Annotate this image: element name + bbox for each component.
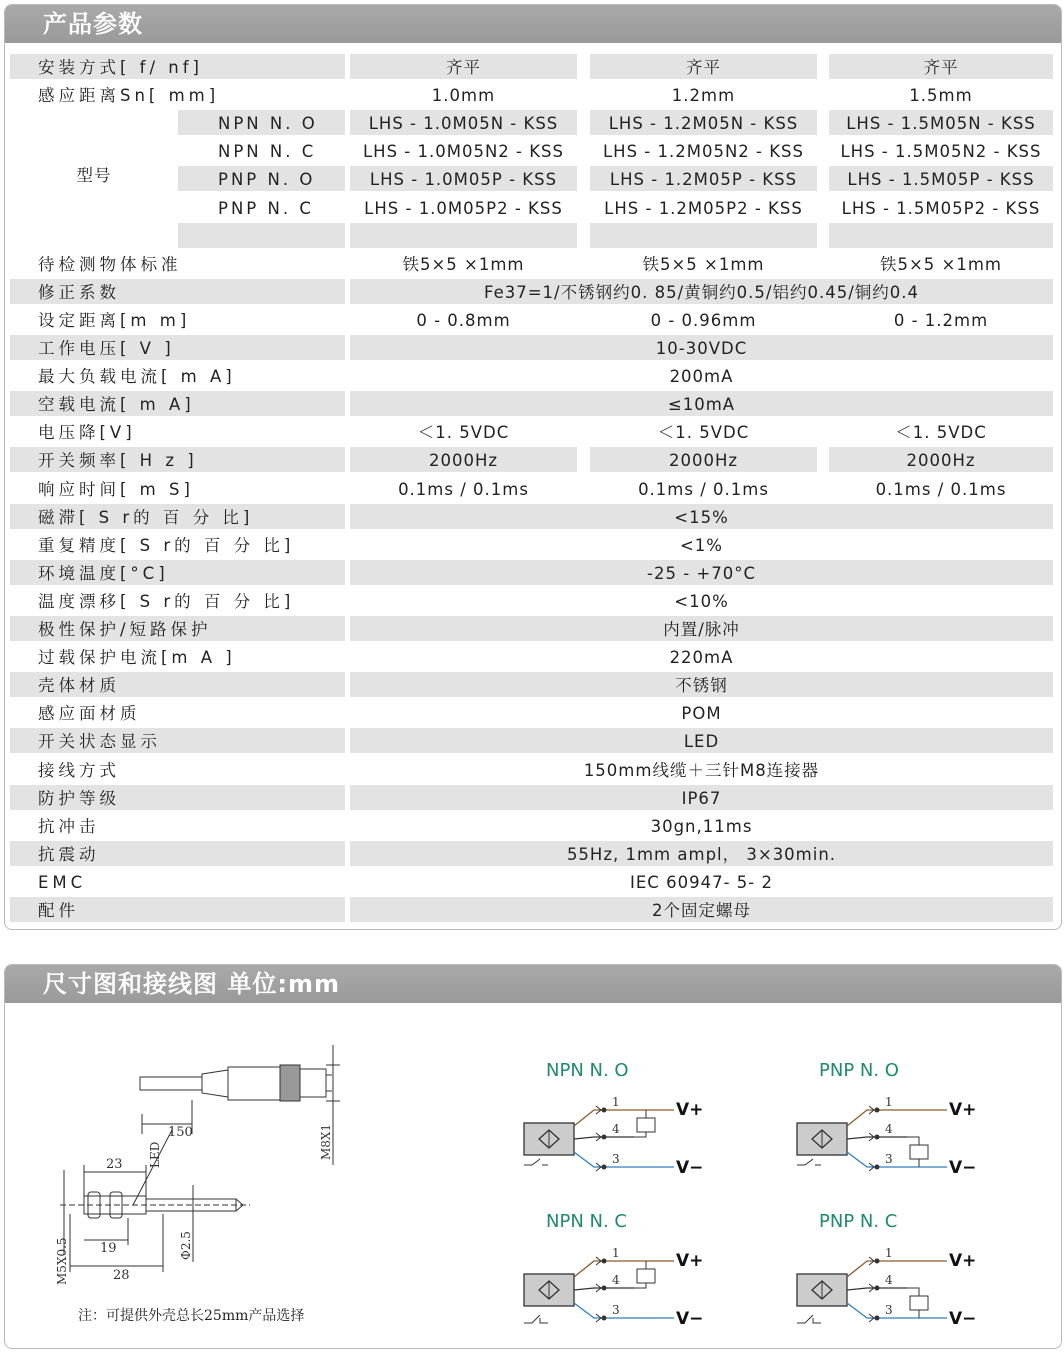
wire-3 bbox=[574, 1152, 674, 1167]
param-label: 最大负载电流[ m A] bbox=[38, 367, 236, 387]
pin-1-label: 1 bbox=[885, 1246, 893, 1260]
param-label: 温度漂移[ S r的 百 分 比] bbox=[38, 591, 295, 611]
pnp-nc-title: PNP N. C bbox=[819, 1211, 898, 1232]
dim-19: 19 bbox=[100, 1241, 117, 1256]
param-value: 2000Hz bbox=[829, 447, 1053, 472]
v-plus-label: V+ bbox=[676, 1251, 704, 1271]
v-plus-label: V+ bbox=[676, 1100, 704, 1120]
load-icon bbox=[910, 1296, 928, 1310]
param-value: -25 - +70°C bbox=[350, 560, 1053, 585]
param-value: 150mm线缆＋三针M8连接器 bbox=[583, 760, 820, 780]
param-value: 内置/脉冲 bbox=[350, 616, 1053, 641]
param-label: 感应面材质 bbox=[38, 704, 141, 724]
param-label: 磁滞[ S r的 百 分 比] bbox=[10, 504, 345, 529]
pin-3-label: 3 bbox=[612, 1303, 620, 1317]
param-label: 抗冲击 bbox=[38, 816, 100, 836]
pin-3-label: 3 bbox=[885, 1152, 893, 1166]
param-value: IP67 bbox=[350, 785, 1053, 810]
param-value: ≤10mA bbox=[350, 391, 1053, 416]
dim-phi: Φ2.5 bbox=[179, 1231, 193, 1260]
pin-4-label: 4 bbox=[612, 1273, 620, 1287]
section-title: 尺寸图和接线图 单位:mm bbox=[43, 970, 340, 998]
wire-3 bbox=[574, 1303, 674, 1318]
param-value: POM bbox=[681, 704, 722, 724]
pin-dot bbox=[875, 1316, 880, 1321]
pnp-no-title: PNP N. O bbox=[819, 1060, 899, 1081]
param-value: <15% bbox=[350, 504, 1053, 529]
param-value: 200mA bbox=[669, 367, 734, 387]
param-label: 工作电压[ V ] bbox=[10, 335, 345, 360]
v-minus-label: V− bbox=[949, 1309, 977, 1329]
param-label: 设定距离[m m] bbox=[38, 310, 191, 330]
param-label: 过载保护电流[m A ] bbox=[38, 648, 236, 668]
model-type-label: PNP N. C bbox=[218, 198, 314, 218]
dim-23: 23 bbox=[106, 1157, 123, 1172]
param-label: EMC bbox=[38, 872, 87, 892]
v-plus-label: V+ bbox=[949, 1100, 977, 1120]
param-label: 安装方式[ f/ nf] bbox=[10, 54, 345, 79]
wire-1 bbox=[574, 1110, 674, 1126]
nc-switch-icon bbox=[524, 1315, 548, 1323]
pin-4-label: 4 bbox=[885, 1122, 893, 1136]
model-value: LHS - 1.2M05P - KSS bbox=[590, 166, 817, 191]
param-value: Fe37=1/不锈钢约0. 85/黄铜约0.5/铝约0.45/铜约0.4 bbox=[350, 279, 1053, 304]
load-icon bbox=[637, 1118, 655, 1132]
npn-no-title: NPN N. O bbox=[546, 1060, 629, 1081]
param-label: 重复精度[ S r的 百 分 比] bbox=[38, 535, 295, 555]
v-minus-label: V− bbox=[949, 1158, 977, 1178]
model-value: LHS - 1.0M05P2 - KSS bbox=[364, 198, 563, 218]
param-value: 1.5mm bbox=[909, 86, 973, 106]
param-value: 30gn,11ms bbox=[650, 816, 753, 836]
param-label: 感应距离Sn[ mm] bbox=[38, 86, 220, 106]
pin-dot bbox=[875, 1108, 880, 1113]
param-value: 2个固定螺母 bbox=[350, 897, 1053, 922]
no-switch-icon bbox=[797, 1159, 821, 1165]
v-minus-label: V− bbox=[676, 1158, 704, 1178]
param-label: 接线方式 bbox=[38, 760, 120, 780]
wire-1 bbox=[847, 1261, 947, 1277]
model-value: LHS - 1.5M05N - KSS bbox=[829, 110, 1053, 135]
param-value: 齐平 bbox=[350, 54, 577, 79]
model-value: LHS - 1.5M05P - KSS bbox=[829, 166, 1053, 191]
pin-dot bbox=[602, 1316, 607, 1321]
dim-28: 28 bbox=[113, 1268, 130, 1283]
param-value: 0.1ms / 0.1ms bbox=[398, 479, 529, 499]
model-label: 型号 bbox=[10, 111, 178, 249]
param-label: 抗震动 bbox=[10, 841, 345, 866]
param-value: 铁5×5 ×1mm bbox=[402, 254, 525, 274]
param-label: 开关状态显示 bbox=[10, 728, 345, 753]
pin-dot bbox=[875, 1286, 880, 1291]
v-plus-label: V+ bbox=[949, 1251, 977, 1271]
param-value: 铁5×5 ×1mm bbox=[879, 254, 1003, 274]
pin-dot bbox=[602, 1165, 607, 1170]
param-label: 电压降[V] bbox=[38, 423, 136, 443]
npn-nc-title: NPN N. C bbox=[546, 1211, 627, 1232]
dim-m5: M5X0.5 bbox=[55, 1237, 69, 1285]
dimension-note: 注：可提供外壳总长25mm产品选择 bbox=[78, 1308, 305, 1324]
param-value: ＜1. 5VDC bbox=[417, 423, 510, 443]
param-value: ＜1. 5VDC bbox=[895, 423, 987, 443]
load-icon bbox=[637, 1269, 655, 1283]
param-value: 齐平 bbox=[829, 54, 1053, 79]
pin-dot bbox=[875, 1135, 880, 1140]
dim-led: LED bbox=[148, 1141, 162, 1168]
model-value: LHS - 1.0M05P - KSS bbox=[350, 166, 577, 191]
dim-m8: M8X1 bbox=[319, 1123, 333, 1160]
model-type-label: NPN N. O bbox=[178, 110, 345, 135]
param-value: 1.0mm bbox=[431, 86, 496, 106]
param-label: 配件 bbox=[10, 897, 345, 922]
v-minus-label: V− bbox=[676, 1309, 704, 1329]
wire-1 bbox=[847, 1110, 947, 1126]
no-switch-icon bbox=[524, 1159, 548, 1165]
pin-dot bbox=[602, 1135, 607, 1140]
model-type-label: NPN N. C bbox=[218, 142, 317, 162]
model-value: LHS - 1.0M05N2 - KSS bbox=[362, 142, 565, 162]
param-label: 防护等级 bbox=[10, 785, 345, 810]
nc-switch-icon bbox=[797, 1315, 821, 1323]
param-value: 不锈钢 bbox=[350, 672, 1053, 697]
param-value: 0 - 0.8mm bbox=[416, 310, 511, 330]
model-type-label: PNP N. O bbox=[178, 166, 345, 191]
pin-dot bbox=[602, 1259, 607, 1264]
pin-1-label: 1 bbox=[612, 1095, 620, 1109]
pin-3-label: 3 bbox=[885, 1303, 893, 1317]
param-label: 修正系数 bbox=[10, 279, 345, 304]
param-value: LED bbox=[350, 728, 1053, 753]
pin-dot bbox=[602, 1108, 607, 1113]
pin-dot bbox=[602, 1286, 607, 1291]
pin-4-label: 4 bbox=[885, 1273, 893, 1287]
model-value: LHS - 1.2M05N - KSS bbox=[590, 110, 817, 135]
param-value: 0.1ms / 0.1ms bbox=[875, 479, 1007, 499]
param-value: 齐平 bbox=[590, 54, 817, 79]
model-value: LHS - 1.2M05N2 - KSS bbox=[602, 142, 805, 162]
param-value: 1.2mm bbox=[671, 86, 736, 106]
param-value: ＜1. 5VDC bbox=[657, 423, 750, 443]
model-value: LHS - 1.0M05N - KSS bbox=[350, 110, 577, 135]
param-label: 空载电流[ m A] bbox=[10, 391, 345, 416]
model-value: LHS - 1.5M05N2 - KSS bbox=[840, 142, 1042, 162]
param-value: 2000Hz bbox=[590, 447, 817, 472]
param-value: IEC 60947- 5- 2 bbox=[630, 872, 773, 892]
pin-3-label: 3 bbox=[612, 1152, 620, 1166]
param-label: 环境温度[°C] bbox=[10, 560, 345, 585]
param-value: 铁5×5 ×1mm bbox=[642, 254, 765, 274]
param-value: 55Hz, 1mm ampl， 3×30min. bbox=[350, 841, 1053, 866]
param-label: 壳体材质 bbox=[10, 672, 345, 697]
dim-150: 150 bbox=[168, 1125, 193, 1140]
param-value: <10% bbox=[674, 591, 729, 611]
param-label: 开关频率[ H z ] bbox=[10, 447, 345, 472]
param-value: 220mA bbox=[669, 648, 734, 668]
param-value: 0 - 1.2mm bbox=[893, 310, 989, 330]
param-value: 0.1ms / 0.1ms bbox=[638, 479, 769, 499]
model-value: LHS - 1.2M05P2 - KSS bbox=[604, 198, 803, 218]
pin-dot bbox=[875, 1259, 880, 1264]
model-value: LHS - 1.5M05P2 - KSS bbox=[841, 198, 1041, 218]
section-title: 产品参数 bbox=[43, 10, 143, 38]
pin-1-label: 1 bbox=[885, 1095, 893, 1109]
param-value: 0 - 0.96mm bbox=[650, 310, 757, 330]
pin-1-label: 1 bbox=[612, 1246, 620, 1260]
param-label: 极性保护/短路保护 bbox=[10, 616, 345, 641]
load-icon bbox=[910, 1145, 928, 1159]
param-value: <1% bbox=[679, 535, 723, 555]
wire-3 bbox=[847, 1152, 947, 1167]
wire-3 bbox=[847, 1303, 947, 1318]
param-label: 待检测物体标准 bbox=[38, 254, 182, 274]
param-value: 10-30VDC bbox=[350, 335, 1053, 360]
pin-dot bbox=[875, 1165, 880, 1170]
param-label: 响应时间[ m S] bbox=[38, 479, 194, 499]
wire-1 bbox=[574, 1261, 674, 1277]
param-value: 2000Hz bbox=[350, 447, 577, 472]
pin-4-label: 4 bbox=[612, 1122, 620, 1136]
